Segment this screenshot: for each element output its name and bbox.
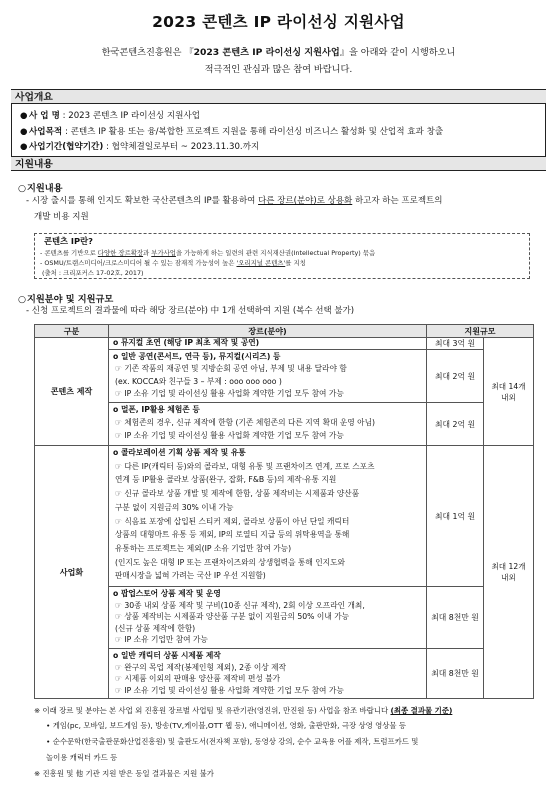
genre-title: o 팝업스토어 상품 제작 및 운영 [113, 589, 221, 598]
genre-title: o 콜라보레이션 기획 상품 제작 및 유통 [113, 448, 246, 457]
note-text: - OSMU/트랜스미디어/크로스미디어 될 수 있는 잠재적 가능성이 높은 [40, 259, 237, 267]
amount-cell: 최대 8천만 원 [427, 587, 484, 649]
footnote-3a: • 순수문학(한국출판문화산업진흥원) 및 출판도서(전자책 포함), 동영상 강의, 순수 교육용 어플 제작, 트럼프카드 및 [46, 737, 419, 746]
genre-detail: ☞ 식음료 포장에 삽입된 스티커 제외, 콜라보 상품이 아닌 단일 캐릭터 [115, 516, 350, 526]
field-heading [18, 291, 113, 305]
content-total [484, 338, 534, 446]
genre-detail: 상품의 대형마트 유통 등 제외, IP의 로열티 지급 등의 위탁용역을 통해 [115, 530, 350, 540]
genre-detail: (인지도 높은 대형 IP 또는 프랜차이즈와의 상생협력을 통해 인지도와 [115, 557, 345, 567]
footnote-1 [34, 705, 452, 716]
amount-cell: 최대 3억 원 [427, 338, 484, 350]
note-underlined: 다양한 장르확장 [97, 249, 144, 257]
support-sub-heading [18, 180, 63, 194]
genre-detail: ☞ 30종 내외 상품 제작 및 구비(10종 신규 제작), 2회 이상 오프라인 개최, [115, 600, 365, 610]
support-desc-line-2: 개발 비용 지원 [34, 212, 89, 222]
overview-label: 사업기간(협약기간) [29, 142, 104, 152]
genre-cell [109, 587, 427, 649]
page-title: 2023 콘텐츠 IP 라이선싱 지원사업 [152, 13, 405, 31]
table-row [35, 403, 534, 446]
amount-cell: 최대 2억 원 [427, 350, 484, 403]
support-desc-underlined: 다른 장르(분야)로 상용화 [258, 196, 353, 206]
intro-post: 』을 아래와 같이 시행하오니 [339, 47, 456, 58]
overview-item-name [20, 109, 200, 121]
bullet-icon: ○ [18, 183, 27, 194]
overview-text: : 2023 콘텐츠 IP 라이선싱 지원사업 [62, 111, 201, 121]
category-business: 사업화 [35, 446, 109, 699]
genre-detail: 연계 등 IP활용 콜라보 상품(완구, 잡화, F&B 등)의 제작·유통 지원 [115, 475, 337, 485]
genre-title: o 멀폰, IP활용 체험존 등 [113, 405, 200, 414]
genre-detail: ☞ 상품 제작비는 시제품과 양산품 구분 없이 지원금의 50% 이내 가능 [115, 612, 350, 622]
intro-line-1 [30, 44, 527, 58]
total-line: 최대 12개 [491, 562, 526, 571]
genre-detail: ☞ 신규 콜라보 상품 개발 및 제작에 한함, 상품 제작비는 시제품과 양산품 [115, 489, 360, 499]
col-header-genre: 장르(분야) [109, 325, 427, 338]
field-heading-text: 지원분야 및 지원규모 [27, 294, 114, 305]
bullet-icon: ● [20, 111, 28, 121]
table-row [35, 338, 534, 350]
amount-cell: 최대 8천만 원 [427, 649, 484, 699]
table-row [35, 649, 534, 699]
footnote-text: ※ 이래 장르 및 분야는 본 사업 외 진흥원 장르별 사업팀 및 유관기관(영진위, 만진원 등) 사업을 참조 바랍니다 [34, 706, 391, 715]
genre-detail: ☞ 기존 작품의 재공연 및 지방순회 공연 아님, 부제 및 내용 달라야 함 [115, 364, 347, 374]
bullet-icon: ● [20, 127, 28, 137]
footnote-3b: 놀이용 캐릭터 카드 등 [46, 753, 118, 762]
intro-bold: 2023 콘텐츠 IP 라이선싱 지원사업 [193, 47, 340, 58]
note-text: 과 [143, 249, 152, 257]
genre-detail: 구분 없이 지원금의 30% 이내 가능 [115, 502, 234, 512]
genre-cell [109, 338, 427, 350]
genre-detail: ☞ 시제품 이외의 판매용 양산품 제작비 편성 불가 [115, 674, 281, 683]
note-text: 를 지칭 [285, 259, 306, 267]
overview-heading: 사업개요 [11, 89, 546, 104]
genre-detail: (신규 상품 제작에 한함) [115, 623, 196, 633]
ip-definition-source: (출처 : 크리포커스 17-02호, 2017) [42, 269, 144, 277]
ip-definition-title: 콘텐츠 IP란? [44, 236, 93, 246]
genre-cell [109, 649, 427, 699]
total-line: 내외 [501, 573, 516, 582]
table-row [35, 350, 534, 403]
footnote-4: ※ 진흥원 및 他 기관 지원 받은 동일 결과물은 지원 불가 [34, 769, 214, 778]
col-header-scale: 지원규모 [427, 325, 534, 338]
overview-item-period [20, 140, 259, 152]
amount-cell: 최대 2억 원 [427, 403, 484, 446]
genre-cell [109, 403, 427, 446]
genre-detail: ☞ 완구의 목업 제작(봉제인형 제외), 2종 이상 제작 [115, 662, 287, 672]
col-header-category: 구분 [35, 325, 109, 338]
genre-detail: ☞ IP 소유 기업 및 라이선싱 활용 사업화 계약한 기업 모두 참여 가능 [115, 431, 344, 440]
genre-title: o 일반 공연(콘서트, 연극 등), 뮤지컬(시리즈) 등 [113, 352, 281, 361]
business-total [484, 446, 534, 699]
genre-title: o 뮤지컬 초연 (해당 IP 최초 제작 및 공연) [113, 338, 260, 347]
genre-title: o 일반 캐릭터 상품 시제품 제작 [113, 651, 221, 660]
support-sub-heading-text: 지원내용 [27, 183, 63, 194]
footnote-bold: (최종 결과물 기준) [390, 706, 453, 715]
footnote-2: • 게임(pc, 모바일, 보드게임 등), 방송(TV,케이블,OTT 웹 등), 애니메이션, 영화, 출판만화, 극장 상영 영상물 등 [46, 721, 406, 730]
bullet-icon: ○ [18, 294, 27, 305]
table-row [35, 446, 534, 587]
category-content: 콘텐츠 제작 [35, 338, 109, 446]
overview-item-purpose [20, 125, 443, 137]
genre-detail: ☞ IP 소유 기업만 참여 가능 [115, 635, 208, 645]
overview-label: 사업목적 [29, 127, 63, 137]
support-heading: 지원내용 [11, 156, 546, 171]
note-text: - 콘텐츠를 기반으로 [40, 249, 98, 257]
genre-cell [109, 350, 427, 403]
intro-pre: 한국콘텐츠진흥원은 『 [101, 47, 194, 58]
ip-definition-line-1 [40, 248, 375, 257]
note-underlined: 부가사업 [151, 249, 176, 257]
support-desc-pre: - 시장 출시를 통해 인지도 확보한 국산콘텐츠의 IP를 활용하여 [26, 196, 259, 206]
table-header-row [35, 325, 534, 338]
genre-detail: 유통하는 프로젝트는 제외(IP 소유 기업만 참여 가능) [115, 543, 292, 553]
genre-detail: ☞ 체험존의 경우, 신규 제작에 한함 (기존 체험존의 다른 지역 확대 운영 아님) [115, 418, 376, 427]
overview-label: 사 업 명 [29, 111, 60, 121]
genre-detail: ☞ IP 소유 기업 및 라이선싱 활용 사업화 계약한 기업 모두 참여 가능 [115, 388, 344, 398]
field-desc: - 신청 프로젝트의 결과물에 따라 해당 장르(분야) 中 1개 선택하여 지원 (복수 선택 불가) [26, 306, 355, 316]
intro-line-2: 적극적인 관심과 많은 참여 바랍니다. [204, 64, 353, 75]
note-text: 을 가능하게 하는 일련의 관련 지식재산권(Intellectual Property) 묶음 [175, 249, 376, 257]
genre-detail: ☞ 다른 IP(캐릭터 등)와의 콜라보, 대형 유통 및 프랜차이즈 연계, 프로 스포츠 [115, 461, 375, 471]
genre-detail: (ex. KOCCA와 친구들 3 – 부제 : ooo ooo ooo ) [115, 376, 282, 386]
note-underlined: '오리지널 콘텐츠' [236, 259, 286, 267]
bullet-icon: ● [20, 142, 28, 152]
genre-detail: 판매시장을 넓혀 가려는 국산 IP 우선 지원함) [115, 571, 266, 581]
genre-detail: ☞ IP 소유 기업 및 라이선싱 활용 사업화 계약한 기업 모두 참여 가능 [115, 685, 344, 695]
support-table [34, 324, 534, 699]
total-line: 최대 14개 [491, 381, 526, 391]
total-line: 내외 [501, 392, 516, 402]
support-desc-line-1 [26, 194, 541, 208]
overview-text: : 협약체결일로부터 ~ 2023.11.30.까지 [106, 142, 260, 152]
ip-definition-line-2 [40, 258, 306, 267]
support-desc-post: 하고자 하는 프로젝트의 [352, 196, 443, 206]
table-row [35, 587, 534, 649]
genre-cell [109, 446, 427, 587]
overview-text: : 콘텐츠 IP 활용 또는 융/복합한 프로젝트 지원을 통해 라이선싱 비즈니스 활성화 및 산업적 효과 창출 [64, 127, 444, 137]
amount-cell: 최대 1억 원 [427, 446, 484, 587]
